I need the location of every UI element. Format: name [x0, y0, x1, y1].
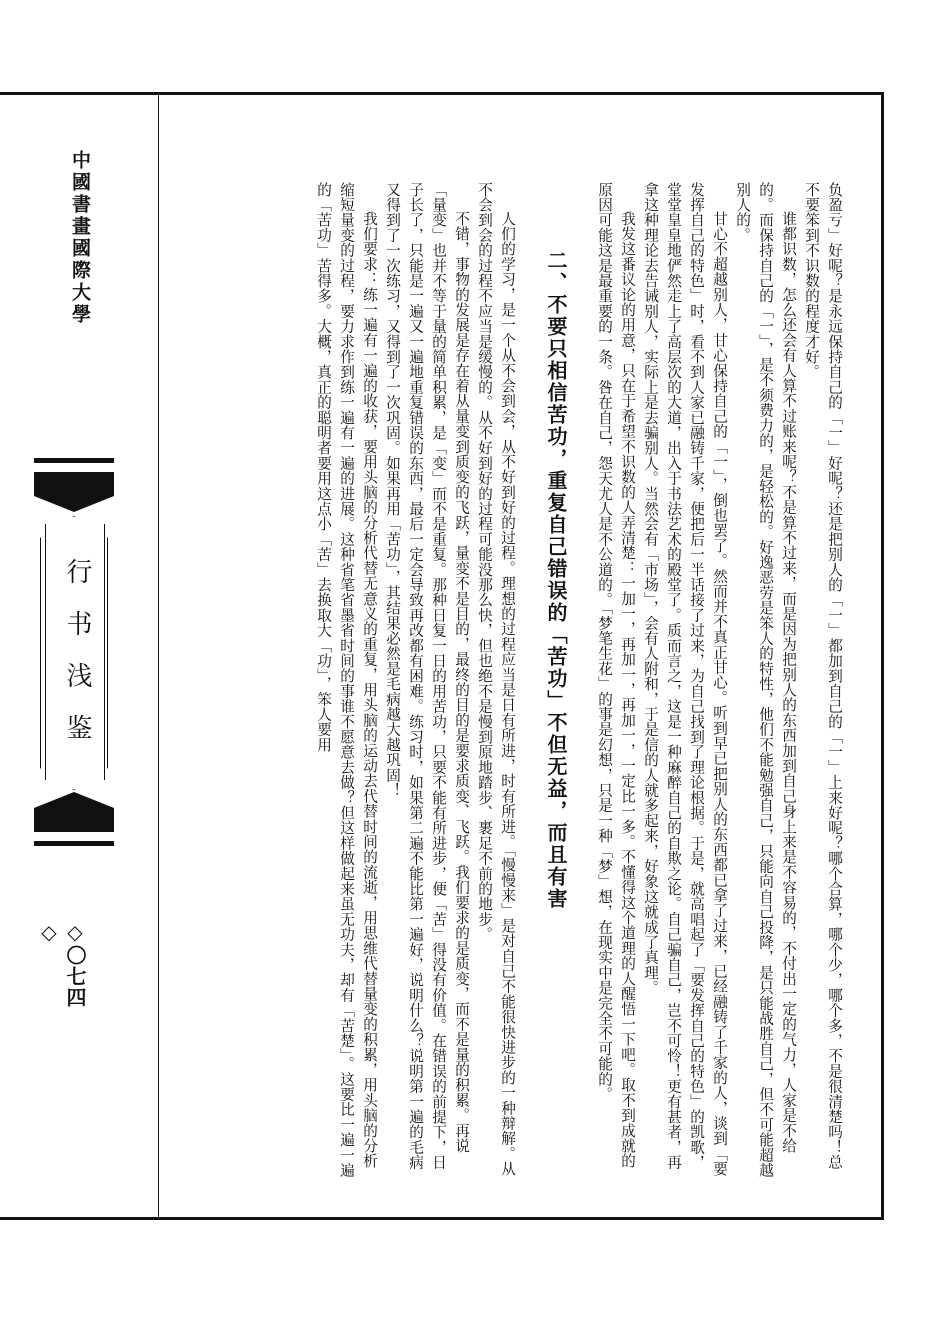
book-title: 行书浅鉴 [62, 558, 92, 766]
body-text [172, 182, 846, 1182]
institute-name: 中國書畫國際大學 [69, 150, 91, 326]
paragraph: 人们的学习，是一个从不会到会，从不好到好的过程。理想的过程应当是日有所进，时有所进。「慢慢来」是对自己不能很快进步的一种辩解。从不会到会的过程不应当是缓慢的。从不好到好的过程可能没那么快，但也绝不是慢到原地踏步、裹足不前的地步。 [476, 182, 516, 1177]
section-heading: 二、不要只相信苦功，重复自己错误的「苦功」不但无益，而且有害 [544, 250, 568, 910]
paragraph: 我们要求：练一遍有一遍的收获，要用头脑的分析代替无意义的重复，用头脑的运动去代替时间的流逝，用思维代替量变的积累，用头脑的分析缩短量变的过程，要力求作到练一遍有一遍的进展。这种省笔省墨省时间的事谁不愿意去做？但这样做起来虽无功夫，却有「苦楚」。这要比一遍一遍的「苦功」苦得多。大概，真正的聪明者要用这点小「苦」去换取大「功」，笨人要用 [315, 182, 378, 1178]
paragraph: 谁都识数，怎么还会有人算不过账来呢？不是算不过来，而是因为把别人的东西加到自己身上来是不容易的，不付出一定的气力，人家是不给的。而保持自己的「一」，是不须费力的，是轻松的。好逸恶劳是笨人的特性，他们不能勉强自己，只能向自己投降，是只能战胜自己，但不可能超越别人的。 [734, 182, 797, 1178]
cartouche-bottom-cap [34, 792, 114, 832]
paragraph: 不错，事物的发展是存在着从量变到质变的飞跃，量变不是目的，最终的目的是要求质变、飞跃。我们要求的是质变，而不是量的积累。再说「量变」也并不等于量的简单积累，是「变」而不是重复。那种日复一日的用苦功，只要不能有所进步，便「苦」得没有价值。在错误的前提下，日子长了，只能是一遍又一遍地重复错误的东西，最后一定会导致再改都有困难。练习时，如果第二遍不能比第一遍好，说明什么？说明第一遍的毛病又得到了一次练习，又得到了一次巩固。如果再用「苦功」，其结果必然是毛病越大越巩固！ [384, 182, 470, 1170]
cartouche-top-bar [34, 458, 114, 463]
title-cartouche [34, 458, 114, 846]
paragraph: 甘心不超越别人，甘心保持自己的「一」，倒也罢了。然而并不真正甘心。听到早已把别人的东西都已拿了过来，已经融铸了千家的人，谈到「要发挥自己的特色」时，看不到人家已融铸千家，便把后一半话接了过来，为自己找到了理论根据。于是，就高唱起了「要发挥自己的特色」的凯歌，堂堂皇皇地俨然走上了高层次的大道，出入于书法艺术的殿堂了。质而言之，这是一种麻醉自己的自欺之论。自己骗自己，岂不可怜！更有甚者，再拿这种理论去告诫别人，实际上是去骗别人。当然会有「市场」，会有人附和，于是信的人就多起来，好象这就成了真理。 [642, 182, 728, 1177]
paragraph: 我发这番议论的用意，只在于希望不识数的人弄清楚：一加一，再加一，再加一，一定比一多。不懂得这个道理的人醒悟一下吧。取不到成就的原因可能这是最重要的一条。咎在自己，怨天尤人是不公道的。「梦笔生花」的事是幻想，只是一种「梦」想，在现实中是完全不可能的。 [596, 182, 636, 1169]
cartouche-top-cap [34, 472, 114, 512]
paragraph: 负盈亏」好呢？是永远保持自己的「一」好呢？还是把别人的「一」都加到自己的「一」上来好呢？哪个合算，哪个少，哪个多，不是很清楚吗！总不要笨到不识数的程度才好。 [803, 182, 843, 1170]
page-number: ◇〇七四◇ [37, 920, 87, 1008]
cartouche-bottom-bar [34, 841, 114, 846]
